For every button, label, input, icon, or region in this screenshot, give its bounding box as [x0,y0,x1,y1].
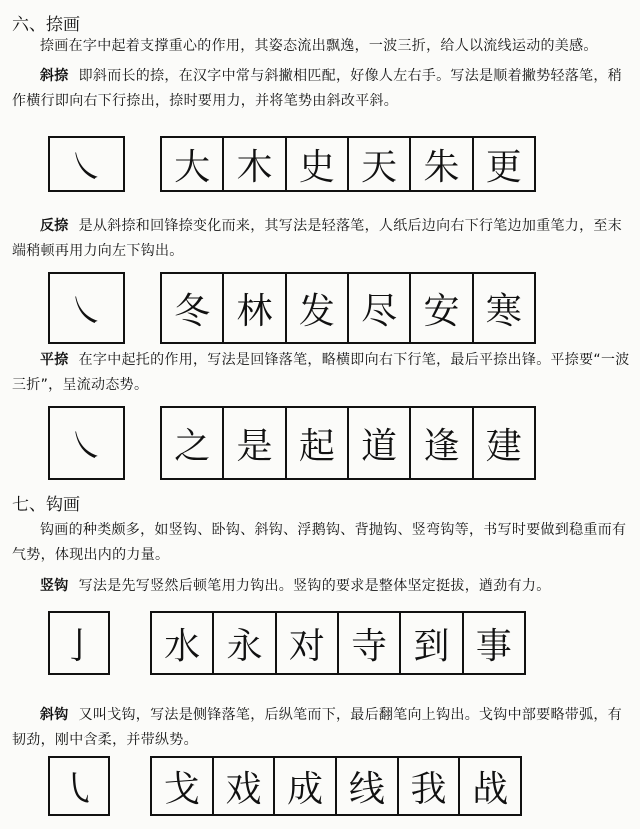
example-char: 尽 [349,274,411,342]
paragraph-shu-gou [12,574,632,599]
example-char: 道 [349,408,411,478]
example-char: 木 [224,138,286,190]
example-char: 林 [224,274,286,342]
example-char: 我 [399,758,461,814]
section-title: 七、钩画 [12,495,80,515]
term: 平捺 [40,352,69,368]
section-intro: 钩画的种类颇多，如竖钩、卧钩、斜钩、浮鹅钩、背抛钩、竖弯钩等，书写时要做到稳重而有气势，体现出内的力量。 [12,522,627,563]
example-char: 战 [472,768,509,810]
stroke-box: ㇏ [48,272,125,344]
example-char: 永 [214,613,276,673]
example-chars-box [150,611,526,675]
example-char: 对 [277,613,339,673]
description: 是从斜捺和回锋捺变化而来，其写法是轻落笔，人纸后边向右下行笔边加重笔力，至末端稍顿再用力向左下钩出。 [12,218,623,259]
paragraph-fan-na [12,214,632,264]
term: 反捺 [40,218,69,234]
example-char: 寒 [485,290,522,332]
example-char: 戏 [214,758,276,814]
example-char: 天 [349,138,411,190]
description: 又叫戈钩，写法是侧锋落笔，后纵笔而下，最后翻笔向上钩出。戈钩中部要略带弧，有韧劲，刚中含柔，并带纵势。 [12,707,623,748]
section-title: 六、捺画 [12,15,80,35]
example-char: 更 [485,146,522,188]
example-chars-box [160,136,536,192]
description: 写法是先写竖然后顿笔用力钩出。竖钩的要求是整体坚定挺拔，遒劲有力。 [78,578,551,594]
term: 斜捺 [40,68,69,84]
term: 竖钩 [40,578,69,594]
example-char: 戈 [152,758,214,814]
example-chars-box [150,756,522,816]
example-char: 大 [162,138,224,190]
example-chars-box [160,406,536,480]
stroke-box: ㇏ [48,406,125,480]
example-char: 之 [162,408,224,478]
description: 即斜而长的捺，在汉字中常与斜撇相匹配，好像人左右手。写法是顺着撇势轻落笔，稍作横行即向右下行捺出，捺时要用力，并将笔势由斜改平斜。 [12,68,623,109]
example-char: 史 [287,138,349,190]
section-intro: 捺画在字中起着支撑重心的作用，其姿态流出飘逸，一波三折，给人以流线运动的美感。 [40,38,598,54]
example-char: 线 [337,758,399,814]
paragraph-xie-na [12,64,632,114]
example-char: 发 [287,274,349,342]
paragraph-xie-gou [12,703,632,753]
example-char: 到 [401,613,463,673]
example-char: 安 [411,274,473,342]
example-char: 寺 [339,613,401,673]
paragraph-ping-na [12,348,632,398]
description: 在字中起托的作用，写法是回锋落笔，略横即向右下行笔，最后平捺出锋。平捺要“一波三折”，呈流动态势。 [12,352,630,393]
example-char: 成 [275,758,337,814]
example-char: 朱 [411,138,473,190]
example-char: 建 [485,425,522,467]
example-char: 水 [152,613,214,673]
example-char: 冬 [162,274,224,342]
example-char: 是 [224,408,286,478]
example-char: 起 [287,408,349,478]
stroke-box: ㇂ [48,756,110,816]
example-chars-box [160,272,536,344]
stroke-box: 亅 [48,611,110,675]
stroke-box: ㇏ [48,136,125,192]
example-char: 事 [475,625,512,667]
example-char: 逢 [411,408,473,478]
term: 斜钩 [40,707,69,723]
